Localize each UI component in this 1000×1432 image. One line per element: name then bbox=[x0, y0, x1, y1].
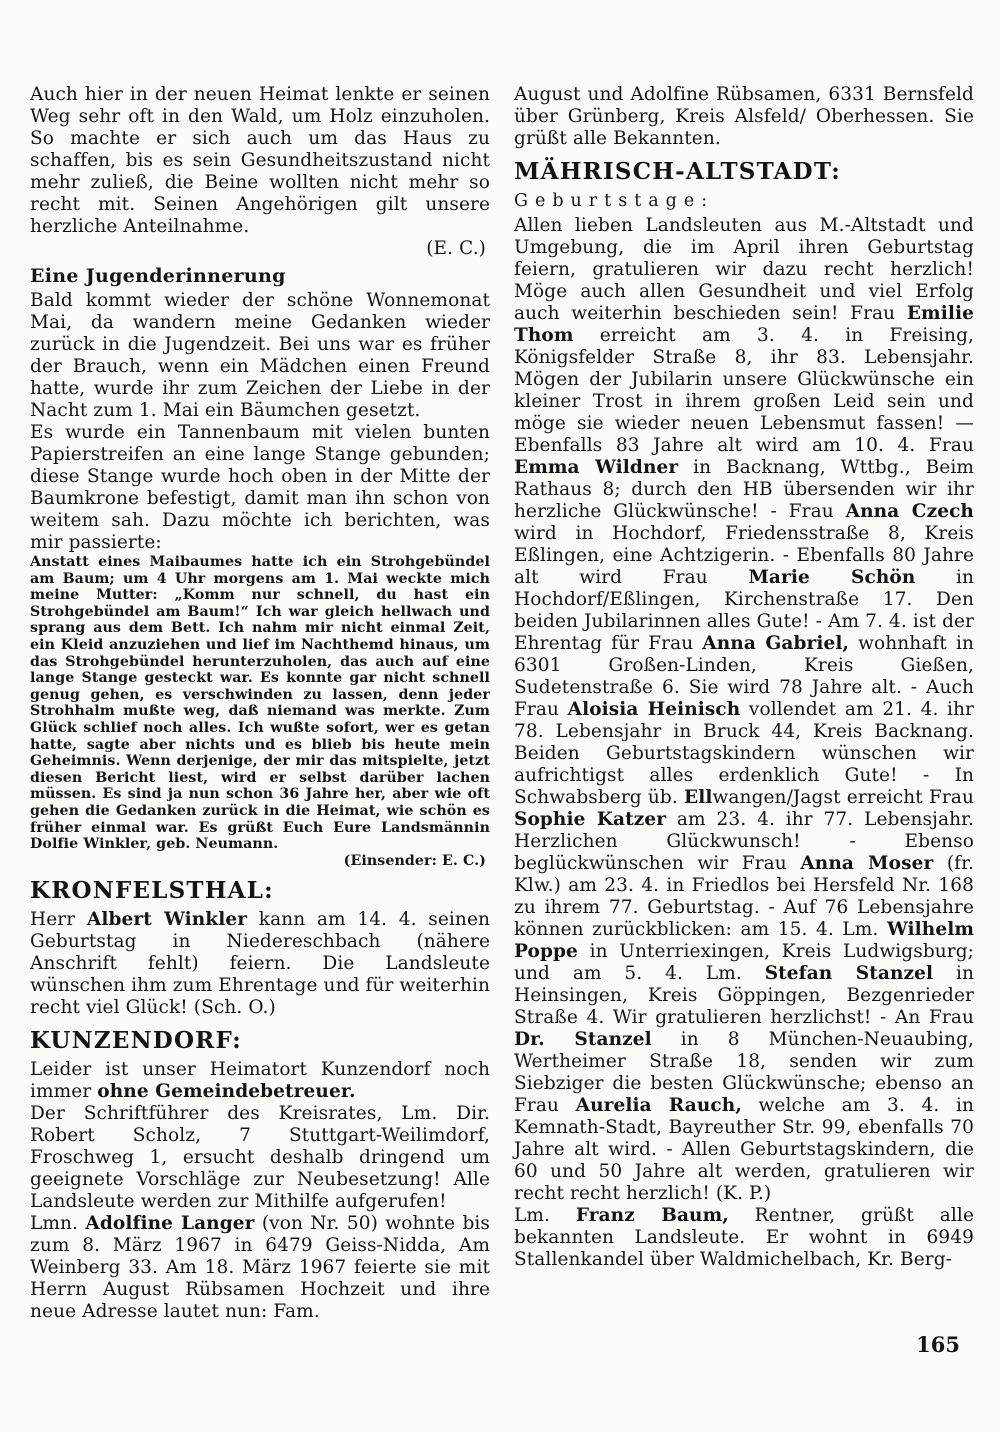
right-column bbox=[514, 84, 974, 1323]
spaced-label: Geburtstage: bbox=[514, 191, 715, 211]
paragraph: Lmn. Adolfine Langer (von Nr. 50) wohnte bis zum 8. März 1967 in 6479 Geiss-Nidda, Am Weinberg 33. Am 18. März 1967 feierte sie mit Herrn August Rübsamen Hochzeit und ihre neue Adresse lautet nun: Fam. bbox=[30, 1213, 490, 1323]
paragraph: Auch hier in der neuen Heimat lenkte er seinen Weg sehr oft in den Wald, um Holz einzuholen. So machte er sich auch um das Haus zu schaffen, bis es sein Gesundheitszustand nicht mehr zuließ, die Beine wollten nicht mehr so recht mit. Seinen Angehörigen gilt unsere herzliche Anteilnahme. bbox=[30, 84, 490, 237]
paragraph: Allen lieben Landsleuten aus M.-Altstadt und Umgebung, die im April ihren Geburtstag feiern, gratulieren wir dazu recht herzlich! Möge auch allen Gesundheit und viel Erfolg auch weiterhin beschieden sein! Frau Emilie Thom erreicht am 3. 4. in Freising, Königsfelder Straße 8, ihr 83. Lebensjahr. Mögen der Jubilarin unsere Glückwünsche ein kleiner Trost in ihrem großen Leid sein und möge sie wieder neuen Lebensmut fassen! — Ebenfalls 83 Jahre alt wird am 10. 4. Frau Emma Wildner in Backnang, Wttbg., Beim Rathaus 8; durch den HB übersenden wir ihr herzliche Glückwünsche! - Frau Anna Czech wird in Hochdorf, Friedensstraße 8, Kreis Eßlingen, eine Achtzigerin. - Ebenfalls 80 Jahre alt wird Frau Marie Schön in Hochdorf/Eßlingen, Kirchenstraße 17. Den beiden Jubilarinnen alles Gute! - Am 7. 4. ist der Ehrentag für Frau Anna Gabriel, wohnhaft in 6301 Großen-Linden, Kreis Gießen, Sudetenstraße 6. Sie wird 78 Jahre alt. - Auch Frau Aloisia Heinisch vollendet am 21. 4. ihr 78. Lebensjahr in Bruck 44, Kreis Backnang. Beiden Geburtstagskindern wünschen wir aufrichtigst alles erdenklich Gute! - In Schwabsberg üb. Ellwangen/Jagst erreicht Frau Sophie Katzer am 23. 4. ihr 77. Lebensjahr. Herzlichen Glückwunsch! - Ebenso beglückwünschen wir Frau Anna Moser (fr. Klw.) am 23. 4. in Friedlos bei Hersfeld Nr. 168 zu ihrem 77. Geburtstag. - Auf 76 Lebensjahre können zurückblicken: am 15. 4. Lm. Wilhelm Poppe in Unterriexingen, Kreis Ludwigsburg; und am 5. 4. Lm. Stefan Stanzel in Heinsingen, Kreis Göppingen, Bezgenrieder Straße 4. Wir gratulieren herzlichst! - An Frau Dr. Stanzel in 8 München-Neuaubing, Wertheimer Straße 18, senden wir zum Siebziger die besten Glückwünsche; ebenso an Frau Aurelia Rauch, welche am 3. 4. in Kemnath-Stadt, Bayreuther Str. 99, ebenfalls 70 Jahre alt wird. - Allen Geburtstagskindern, die 60 und 50 Jahre alt werden, gratulieren wir recht recht herzlich! (K. P.) bbox=[514, 215, 975, 1204]
paragraph: Der Schriftführer des Kreisrates, Lm. Dir. Robert Scholz, 7 Stuttgart-Weilimdorf, Froschweg 1, ersucht deshalb dringend um geeignete Vorschläge zur Neubesetzung! Alle Landsleute werden zur Mithilfe aufgerufen! bbox=[30, 1103, 490, 1213]
reader-letter-text: Anstatt eines Maibaumes hatte ich ein Strohgebündel am Baum; um 4 Uhr morgens am 1. Mai weckte mich meine Mutter: „Komm nur schnell, du hast ein Strohgebündel am Baum!“ Ich war gleich hellwach und sprang aus dem Bett. Ich nahm mir nicht einmal Zeit, ein Kleid anzuziehen und lief im Nachthemd hinaus, um das Strohgebündel herunterzuholen, das auch auf eine lange Stange gesteckt war. Es konnte gar nicht schnell genug gehen, es verschwinden zu lassen, denn jeder Strohhalm mußte weg, daß niemand was merkte. Zum Glück schlief noch alles. Ich wußte sofort, wer es getan hatte, sagte aber nichts und es blieb bis heute mein Geheimnis. Wenn derjenige, der mir das mitspielte, jetzt diesen Bericht liest, wird er selbst darüber lachen müssen. Es sind ja nun schon 36 Jahre her, aber wie oft gehen die Gedanken zurück in die Heimat, wie schön es früher einmal war. Es grüßt Euch Eure Landsmännin Dolfie Winkler, geb. Neumann. bbox=[30, 554, 490, 853]
section-heading: KRONFELSTHAL: bbox=[30, 877, 274, 905]
page-number: 165 bbox=[916, 1332, 960, 1357]
paragraph: August und Adolfine Rübsamen, 6331 Bernsfeld über Grünberg, Kreis Alsfeld/ Oberhessen. Sie grüßt alle Bekannten. bbox=[514, 84, 974, 149]
section-heading: KUNZENDORF: bbox=[30, 1027, 242, 1055]
section-heading: MÄHRISCH-ALTSTADT: bbox=[514, 158, 842, 185]
paragraph: Lm. Franz Baum, Rentner, grüßt alle bekannten Landsleute. Er wohnt in 6949 Stallenkandel über Waldmichelbach, Kr. Berg- bbox=[514, 1205, 974, 1270]
subsection-heading: Eine Jugenderinnerung bbox=[30, 265, 286, 287]
paragraph: Bald kommt wieder der schöne Wonnemonat Mai, da wandern meine Gedanken wieder zurück in die Jugendzeit. Bei uns war es früher der Brauch, wenn ein Mädchen einen Freund hatte, wurde ihr zum Zeichen der Liebe in der Nacht zum 1. Mai ein Bäumchen gesetzt. bbox=[30, 290, 490, 421]
paragraph: Herr Albert Winkler kann am 14. 4. seinen Geburtstag in Niedereschbach (nähere Anschrift fehlt) feiern. Die Landsleute wünschen ihm zum Ehrentage und für weiterhin recht viel Glück! (Sch. O.) bbox=[30, 909, 491, 1019]
signoff: (Einsender: E. C.) bbox=[343, 852, 486, 869]
paragraph: Leider ist unser Heimatort Kunzendorf noch immer ohne Gemeindebetreuer. bbox=[30, 1059, 490, 1103]
signoff: (E. C.) bbox=[426, 238, 486, 259]
paragraph: Es wurde ein Tannenbaum mit vielen bunten Papierstreifen an eine lange Stange gebunden; diese Stange wurde hoch oben in der Mitte der Baumkrone befestigt, damit man ihn schon von weitem sah. Dazu möchte ich berichten, was mir passierte: bbox=[30, 422, 490, 553]
left-column bbox=[30, 84, 490, 1323]
